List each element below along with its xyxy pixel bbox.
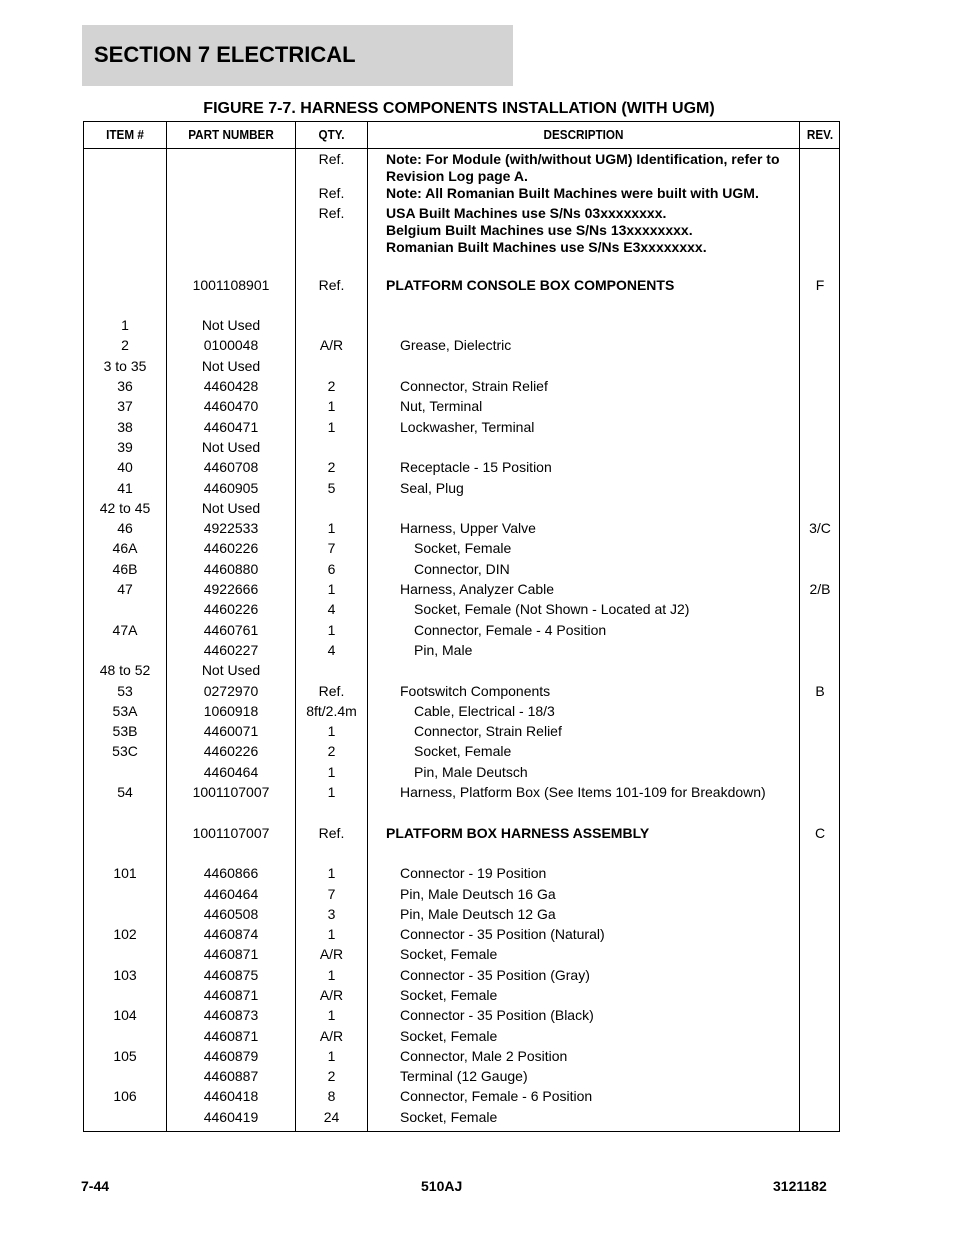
description-cell: Socket, Female (Not Shown - Located at J2) — [414, 601, 690, 618]
revision-cell: F — [815, 276, 825, 293]
item-number-cell: 38 — [117, 418, 133, 435]
item-number-cell: 1 — [121, 317, 129, 334]
table-row — [84, 1066, 839, 1086]
item-number-cell: 46B — [112, 560, 138, 577]
part-number-cell: 1001107007 — [192, 784, 270, 801]
table-row — [84, 802, 839, 822]
description-cell: Socket, Female — [400, 1108, 498, 1125]
table-row — [84, 944, 839, 964]
description-cell: Seal, Plug — [400, 479, 464, 496]
table-row — [84, 417, 839, 437]
quantity-cell: 1 — [327, 621, 336, 638]
part-number-cell: 4460708 — [203, 459, 259, 476]
quantity-cell: 1 — [327, 865, 336, 882]
quantity-cell: 1 — [327, 1007, 336, 1024]
table-row — [84, 579, 839, 599]
part-number-cell: 4460866 — [203, 865, 259, 882]
footer-page-number: 7-44 — [81, 1178, 110, 1194]
quantity-cell: 1 — [327, 966, 336, 983]
table-row — [84, 701, 839, 721]
quantity-cell: 1 — [327, 784, 336, 801]
quantity-cell: 24 — [323, 1108, 340, 1125]
part-number-cell: Not Used — [201, 317, 261, 334]
part-number-cell: 4922666 — [203, 581, 259, 598]
description-cell: Footswitch Components — [400, 682, 551, 699]
part-number-cell: Not Used — [201, 662, 261, 679]
table-row — [84, 620, 839, 640]
description-cell: Harness, Upper Valve — [400, 520, 536, 537]
quantity-cell: 1 — [327, 418, 336, 435]
table-row — [84, 640, 839, 660]
description-cell: Connector, Female - 4 Position — [414, 621, 607, 638]
footer-model: 510AJ — [421, 1178, 463, 1194]
quantity-cell: 4 — [327, 601, 336, 618]
quantity-cell: 1 — [327, 581, 336, 598]
description-cell: Nut, Terminal — [400, 398, 483, 415]
description-cell: Pin, Male Deutsch 12 Ga — [400, 905, 556, 922]
item-number-cell: 47 — [117, 581, 133, 598]
table-row — [84, 356, 839, 376]
quantity-cell: 5 — [327, 479, 336, 496]
part-number-cell: 4460464 — [203, 885, 259, 902]
table-row — [84, 741, 839, 761]
item-number-cell: 106 — [113, 1088, 137, 1105]
quantity-cell: 1 — [327, 1047, 336, 1064]
quantity-cell: 2 — [327, 378, 336, 395]
part-number-cell: 4460071 — [203, 723, 259, 740]
header-part-number: PART NUMBER — [188, 127, 274, 142]
table-row — [84, 478, 839, 498]
item-number-cell: 39 — [117, 438, 133, 455]
table-row — [84, 376, 839, 396]
description-cell: Socket, Female — [414, 540, 512, 557]
description-cell: Pin, Male — [414, 641, 473, 658]
table-row — [84, 315, 839, 335]
part-number-cell: Not Used — [201, 438, 261, 455]
item-number-cell: 54 — [117, 784, 133, 801]
table-row — [84, 437, 839, 457]
revision-cell: C — [814, 824, 826, 841]
description-cell: Socket, Female — [400, 986, 498, 1003]
table-row — [84, 681, 839, 701]
table-row — [84, 559, 839, 579]
item-number-cell: 40 — [117, 459, 133, 476]
table-row — [84, 498, 839, 518]
part-number-cell: 4460470 — [203, 398, 259, 415]
item-number-cell: 48 to 52 — [99, 662, 151, 679]
part-number-cell: 4460887 — [203, 1068, 259, 1085]
description-cell: Note: All Romanian Built Machines were built with UGM. — [386, 185, 759, 201]
description-cell: Receptacle - 15 Position — [400, 459, 552, 476]
table-row — [84, 538, 839, 558]
part-number-cell: 4460871 — [203, 946, 259, 963]
item-number-cell: 47A — [112, 621, 138, 638]
item-number-cell: 3 to 35 — [103, 357, 147, 374]
table-row — [84, 203, 839, 220]
table-row — [84, 166, 839, 183]
part-number-cell: Not Used — [201, 499, 261, 516]
quantity-cell: 1 — [327, 398, 336, 415]
part-number-cell: 4460419 — [203, 1108, 259, 1125]
description-cell: Romanian Built Machines use S/Ns E3xxxxxxxx. — [386, 239, 707, 256]
quantity-cell: A/R — [319, 1027, 344, 1044]
description-cell: Belgium Built Machines use S/Ns 13xxxxxxxx. — [386, 222, 693, 239]
part-number-cell: 4460871 — [203, 1027, 259, 1044]
header-item: ITEM # — [106, 127, 144, 142]
quantity-cell: 2 — [327, 459, 336, 476]
table-row — [84, 904, 839, 924]
quantity-cell: 3 — [327, 905, 336, 922]
description-cell: Harness, Analyzer Cable — [400, 581, 555, 598]
part-number-cell: Not Used — [201, 357, 261, 374]
part-number-cell: 4460226 — [203, 540, 259, 557]
revision-cell: 3/C — [809, 520, 831, 537]
table-row — [84, 863, 839, 883]
table-row — [84, 220, 839, 237]
quantity-cell: A/R — [319, 337, 344, 354]
item-number-cell: 53B — [112, 723, 138, 740]
table-row — [84, 275, 839, 295]
table-row — [84, 1046, 839, 1066]
description-cell: Socket, Female — [400, 1027, 498, 1044]
table-row — [84, 295, 839, 315]
description-cell: Pin, Male Deutsch 16 Ga — [400, 885, 556, 902]
quantity-cell: 2 — [327, 1068, 336, 1085]
part-number-cell: 4460418 — [203, 1088, 259, 1105]
quantity-cell: 1 — [327, 723, 336, 740]
item-number-cell: 102 — [113, 926, 137, 943]
part-number-cell: 4922533 — [203, 520, 259, 537]
description-cell: Connector, Strain Relief — [400, 378, 548, 395]
table-row — [84, 985, 839, 1005]
table-row — [84, 924, 839, 944]
item-number-cell: 53 — [117, 682, 133, 699]
part-number-cell: 1060918 — [203, 702, 259, 719]
description-cell: Harness, Platform Box (See Items 101-109 for Breakdown) — [400, 784, 766, 801]
item-number-cell: 46A — [112, 540, 138, 557]
part-number-cell: 0272970 — [203, 682, 259, 699]
section-title: SECTION 7 ELECTRICAL — [94, 42, 356, 67]
description-cell: Connector, Male 2 Position — [400, 1047, 568, 1064]
table-row — [84, 335, 839, 355]
parts-table — [83, 121, 840, 1132]
description-cell: Cable, Electrical - 18/3 — [414, 702, 555, 719]
figure-title: FIGURE 7-7. HARNESS COMPONENTS INSTALLATION (WITH UGM) — [203, 100, 715, 117]
part-number-cell: 0100048 — [203, 337, 259, 354]
table-row — [84, 149, 839, 166]
revision-cell: B — [815, 682, 825, 699]
quantity-cell: 6 — [327, 560, 336, 577]
table-row — [84, 884, 839, 904]
part-number-cell: 4460880 — [203, 560, 259, 577]
quantity-cell: 4 — [327, 641, 336, 658]
header-description: DESCRIPTION — [543, 127, 624, 142]
item-number-cell: 41 — [117, 479, 133, 496]
item-number-cell: 105 — [113, 1047, 137, 1064]
revision-cell: 2/B — [809, 581, 831, 598]
item-number-cell: 104 — [113, 1007, 137, 1024]
part-number-cell: 4460471 — [203, 418, 259, 435]
item-number-cell: 53C — [112, 743, 138, 760]
table-row — [84, 1086, 839, 1106]
item-number-cell: 101 — [113, 865, 137, 882]
table-row — [84, 396, 839, 416]
part-number-cell: 1001107007 — [192, 824, 270, 841]
part-number-cell: 4460905 — [203, 479, 259, 496]
footer-doc-number: 3121182 — [773, 1178, 827, 1194]
quantity-cell: Ref. — [318, 824, 345, 841]
description-cell: Lockwasher, Terminal — [400, 418, 535, 435]
quantity-cell: Ref. — [318, 185, 345, 201]
part-number-cell: 4460871 — [203, 986, 259, 1003]
description-cell: PLATFORM CONSOLE BOX COMPONENTS — [386, 276, 675, 293]
description-cell: Grease, Dielectric — [400, 337, 512, 354]
description-cell: Connector, Strain Relief — [414, 723, 562, 740]
item-number-cell: 36 — [117, 378, 133, 395]
table-row — [84, 660, 839, 680]
quantity-cell: A/R — [319, 986, 344, 1003]
part-number-cell: 4460761 — [203, 621, 259, 638]
description-cell: Connector, Female - 6 Position — [400, 1088, 593, 1105]
quantity-cell: 7 — [327, 540, 336, 557]
description-cell: Connector - 35 Position (Natural) — [400, 926, 605, 943]
item-number-cell: 53A — [112, 702, 138, 719]
table-row — [84, 965, 839, 985]
part-number-cell: 4460428 — [203, 378, 259, 395]
description-cell: Connector, DIN — [414, 560, 510, 577]
part-number-cell: 4460508 — [203, 905, 259, 922]
part-number-cell: 4460226 — [203, 743, 259, 760]
description-cell: Connector - 35 Position (Black) — [400, 1007, 594, 1024]
quantity-cell: Ref. — [318, 205, 345, 222]
description-cell: Terminal (12 Gauge) — [400, 1068, 528, 1085]
part-number-cell: 4460226 — [203, 601, 259, 618]
item-number-cell: 46 — [117, 520, 133, 537]
header-qty: QTY. — [318, 127, 345, 142]
description-cell: Pin, Male Deutsch — [414, 763, 528, 780]
table-row — [84, 183, 839, 203]
part-number-cell: 4460227 — [203, 641, 259, 658]
quantity-cell: A/R — [319, 946, 344, 963]
table-row — [84, 721, 839, 741]
quantity-cell: Ref. — [318, 682, 345, 699]
table-row — [84, 762, 839, 782]
table-row — [84, 1005, 839, 1025]
table-row — [84, 457, 839, 477]
quantity-cell: 1 — [327, 520, 336, 537]
quantity-cell: 2 — [327, 743, 336, 760]
table-row — [84, 518, 839, 538]
description-cell: USA Built Machines use S/Ns 03xxxxxxxx. — [386, 205, 667, 222]
table-row — [84, 843, 839, 863]
table-row — [84, 254, 839, 274]
part-number-cell: 4460875 — [203, 966, 259, 983]
item-number-cell: 37 — [117, 398, 133, 415]
quantity-cell: Ref. — [318, 276, 345, 293]
part-number-cell: 4460879 — [203, 1047, 259, 1064]
table-row — [84, 1107, 839, 1127]
item-number-cell: 2 — [121, 337, 129, 354]
part-number-cell: 1001108901 — [192, 276, 270, 293]
quantity-cell: Ref. — [318, 151, 345, 167]
table-row — [84, 823, 839, 843]
quantity-cell: 8 — [327, 1088, 336, 1105]
quantity-cell: 1 — [327, 926, 336, 943]
description-cell: Connector - 35 Position (Gray) — [400, 966, 590, 983]
table-row — [84, 237, 839, 254]
description-cell: Revision Log page A. — [386, 168, 528, 184]
table-row — [84, 1026, 839, 1046]
table-row — [84, 599, 839, 619]
table-body — [84, 149, 839, 1127]
description-cell: Connector - 19 Position — [400, 865, 547, 882]
quantity-cell: 7 — [327, 885, 336, 902]
description-cell: Socket, Female — [414, 743, 512, 760]
description-cell: PLATFORM BOX HARNESS ASSEMBLY — [386, 824, 650, 841]
item-number-cell: 103 — [113, 966, 137, 983]
item-number-cell: 42 to 45 — [99, 499, 151, 516]
quantity-cell: 1 — [327, 763, 336, 780]
section-band — [82, 25, 513, 86]
part-number-cell: 4460873 — [203, 1007, 259, 1024]
header-rev: REV. — [806, 127, 834, 142]
table-row — [84, 782, 839, 802]
quantity-cell: 8ft/2.4m — [306, 702, 357, 719]
description-cell: Note: For Module (with/without UGM) Identification, refer to — [386, 151, 780, 167]
description-cell: Socket, Female — [400, 946, 498, 963]
part-number-cell: 4460874 — [203, 926, 259, 943]
part-number-cell: 4460464 — [203, 763, 259, 780]
